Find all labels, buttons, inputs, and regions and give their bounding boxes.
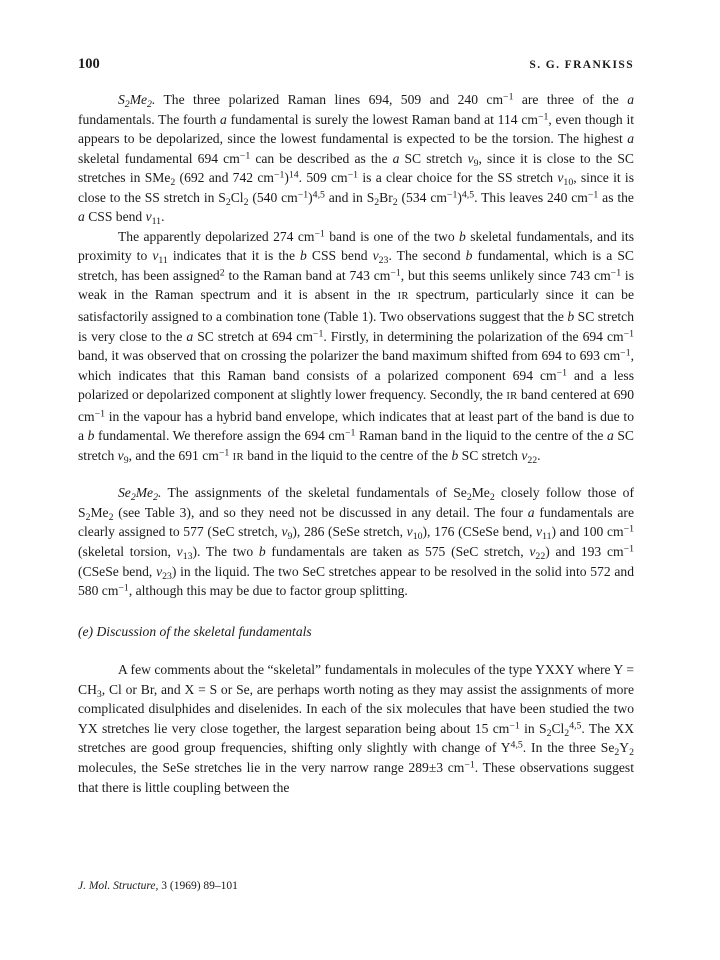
paragraph-depolarized-band: The apparently depolarized 274 $cm^{-1}$ band is one of the two b skeletal fundamentals, and its proximity to $v_{11}$ indicates that it is the b CSS bend $v_{23}$. The second b fundamental, which is a SC stretch, has been assigned$^2$ to the Raman band at 743 $cm^{-1}$, but this seems unlikely since 743 $cm^{-1}$ is weak in the Raman spectrum and it is absent in the IR spectrum, particularly since it can be satisfactorily assigned to a combination tone (Table 1). Two observations suggest that the b SC stretch is very close to the a SC stretch at 694 $cm^{-1}$. Firstly, in determining the polarization of the 694 $cm^{-1}$ band, it was observed that on crossing the polarizer the band maximum shifted from 694 to 693 $cm^{-1}$, which indicates that this Raman band consists of a polarized component 694 $cm^{-1}$ and a less polarized or depolarized component at slightly lower frequency. Secondly, the IR band centered at 690 $cm^{-1}$ in the vapour has a hybrid band envelope, which indicates that at least part of the band is due to a b fundamental. We therefore assign the 694 $cm^{-1}$ Raman band in the liquid to the centre of the a SC stretch $v_9$, and the 691 $cm^{-1}$ IR band in the liquid to the centre of the b SC stretch $v_{22}$.	[78, 228, 635, 466]
paragraph-lead-s2me2: $S_2Me_2$.	[118, 92, 156, 111]
page-number: 100	[78, 56, 100, 72]
running-header	[78, 56, 634, 73]
journal-name: J. Mol. Structure,	[78, 880, 159, 892]
journal-citation: 3 (1969) 89–101	[161, 880, 238, 892]
paragraph-s2me2: $S_2Me_2$. The three polarized Raman lines 694, 509 and 240 $cm^{-1}$ are three of the a fundamentals. The fourth a fundamental is surely the lowest Raman band at 114 $cm^{-1}$, even though it appears to be depolarized, since the lowest fundamental is expected to be the torsion. The highest a skeletal fundamental 694 $cm^{-1}$ can be described as the a SC stretch $v_9$, since it is close to the SC stretches in SMe$_2$ (692 and 742 $cm^{-1})^{14}$. 509 $cm^{-1}$ is a clear choice for the SS stretch $v_{10}$, since it is close to the SS stretch in $S_2Cl_2$ (540 $cm^{-1})^{4,5}$ and in $S_2Br_2$ (534 $cm^{-1})^{4,5}$. This leaves 240 $cm^{-1}$ as the a CSS bend $v_{11}$.	[78, 91, 635, 228]
journal-footer	[78, 880, 238, 892]
paragraph-se2me2: $Se_2Me_2$. The assignments of the skeletal fundamentals of $Se_2Me_2$ closely follow those of $S_2Me_2$ (see Table 3), and so they need not be discussed in any detail. The four a fundamentals are clearly assigned to 577 (SeC stretch, $v_9$), 286 (SeSe stretch, $v_{10}$), 176 (CSeSe bend, $v_{11}$) and 100 $cm^{-1}$ (skeletal torsion, $v_{13}$). The two b fundamentals are taken as 575 (SeC stretch, $v_{22}$) and 193 $cm^{-1}$ (CSeSe bend, $v_{23}$) in the liquid. The two SeC stretches appear to be resolved in the solid into 572 and 580 $cm^{-1}$, although this may be due to factor group splitting.	[78, 485, 635, 599]
section-e-heading: (e) Discussion of the skeletal fundamentals	[78, 623, 312, 639]
article-body	[78, 90, 634, 797]
paragraph-skeletal-discussion: A few comments about the “skeletal” fundamentals in molecules of the type YXXY where $Y = CH_3$, Cl or Br, and X = S or Se, are perhaps worth noting as they may assist the assignments of more complicated disulphides and diselenides. In each of the six molecules that have been studied the two YX stretches lie very close together, the largest separation being about 15 $cm^{-1}$ in $S_2Cl_2^{4,5}$. The XX stretches are good group frequencies, shifting only slightly with change of Y$^{4,5}$. In the three $Se_2Y_2$ molecules, the SeSe stretches lie in the very narrow range 289±3 $cm^{-1}$. These observations suggest that there is little coupling between the	[78, 662, 635, 795]
running-author: S. G. FRANKISS	[529, 59, 634, 71]
paragraph-lead-se2me2: $Se_2Me_2$.	[118, 485, 162, 504]
